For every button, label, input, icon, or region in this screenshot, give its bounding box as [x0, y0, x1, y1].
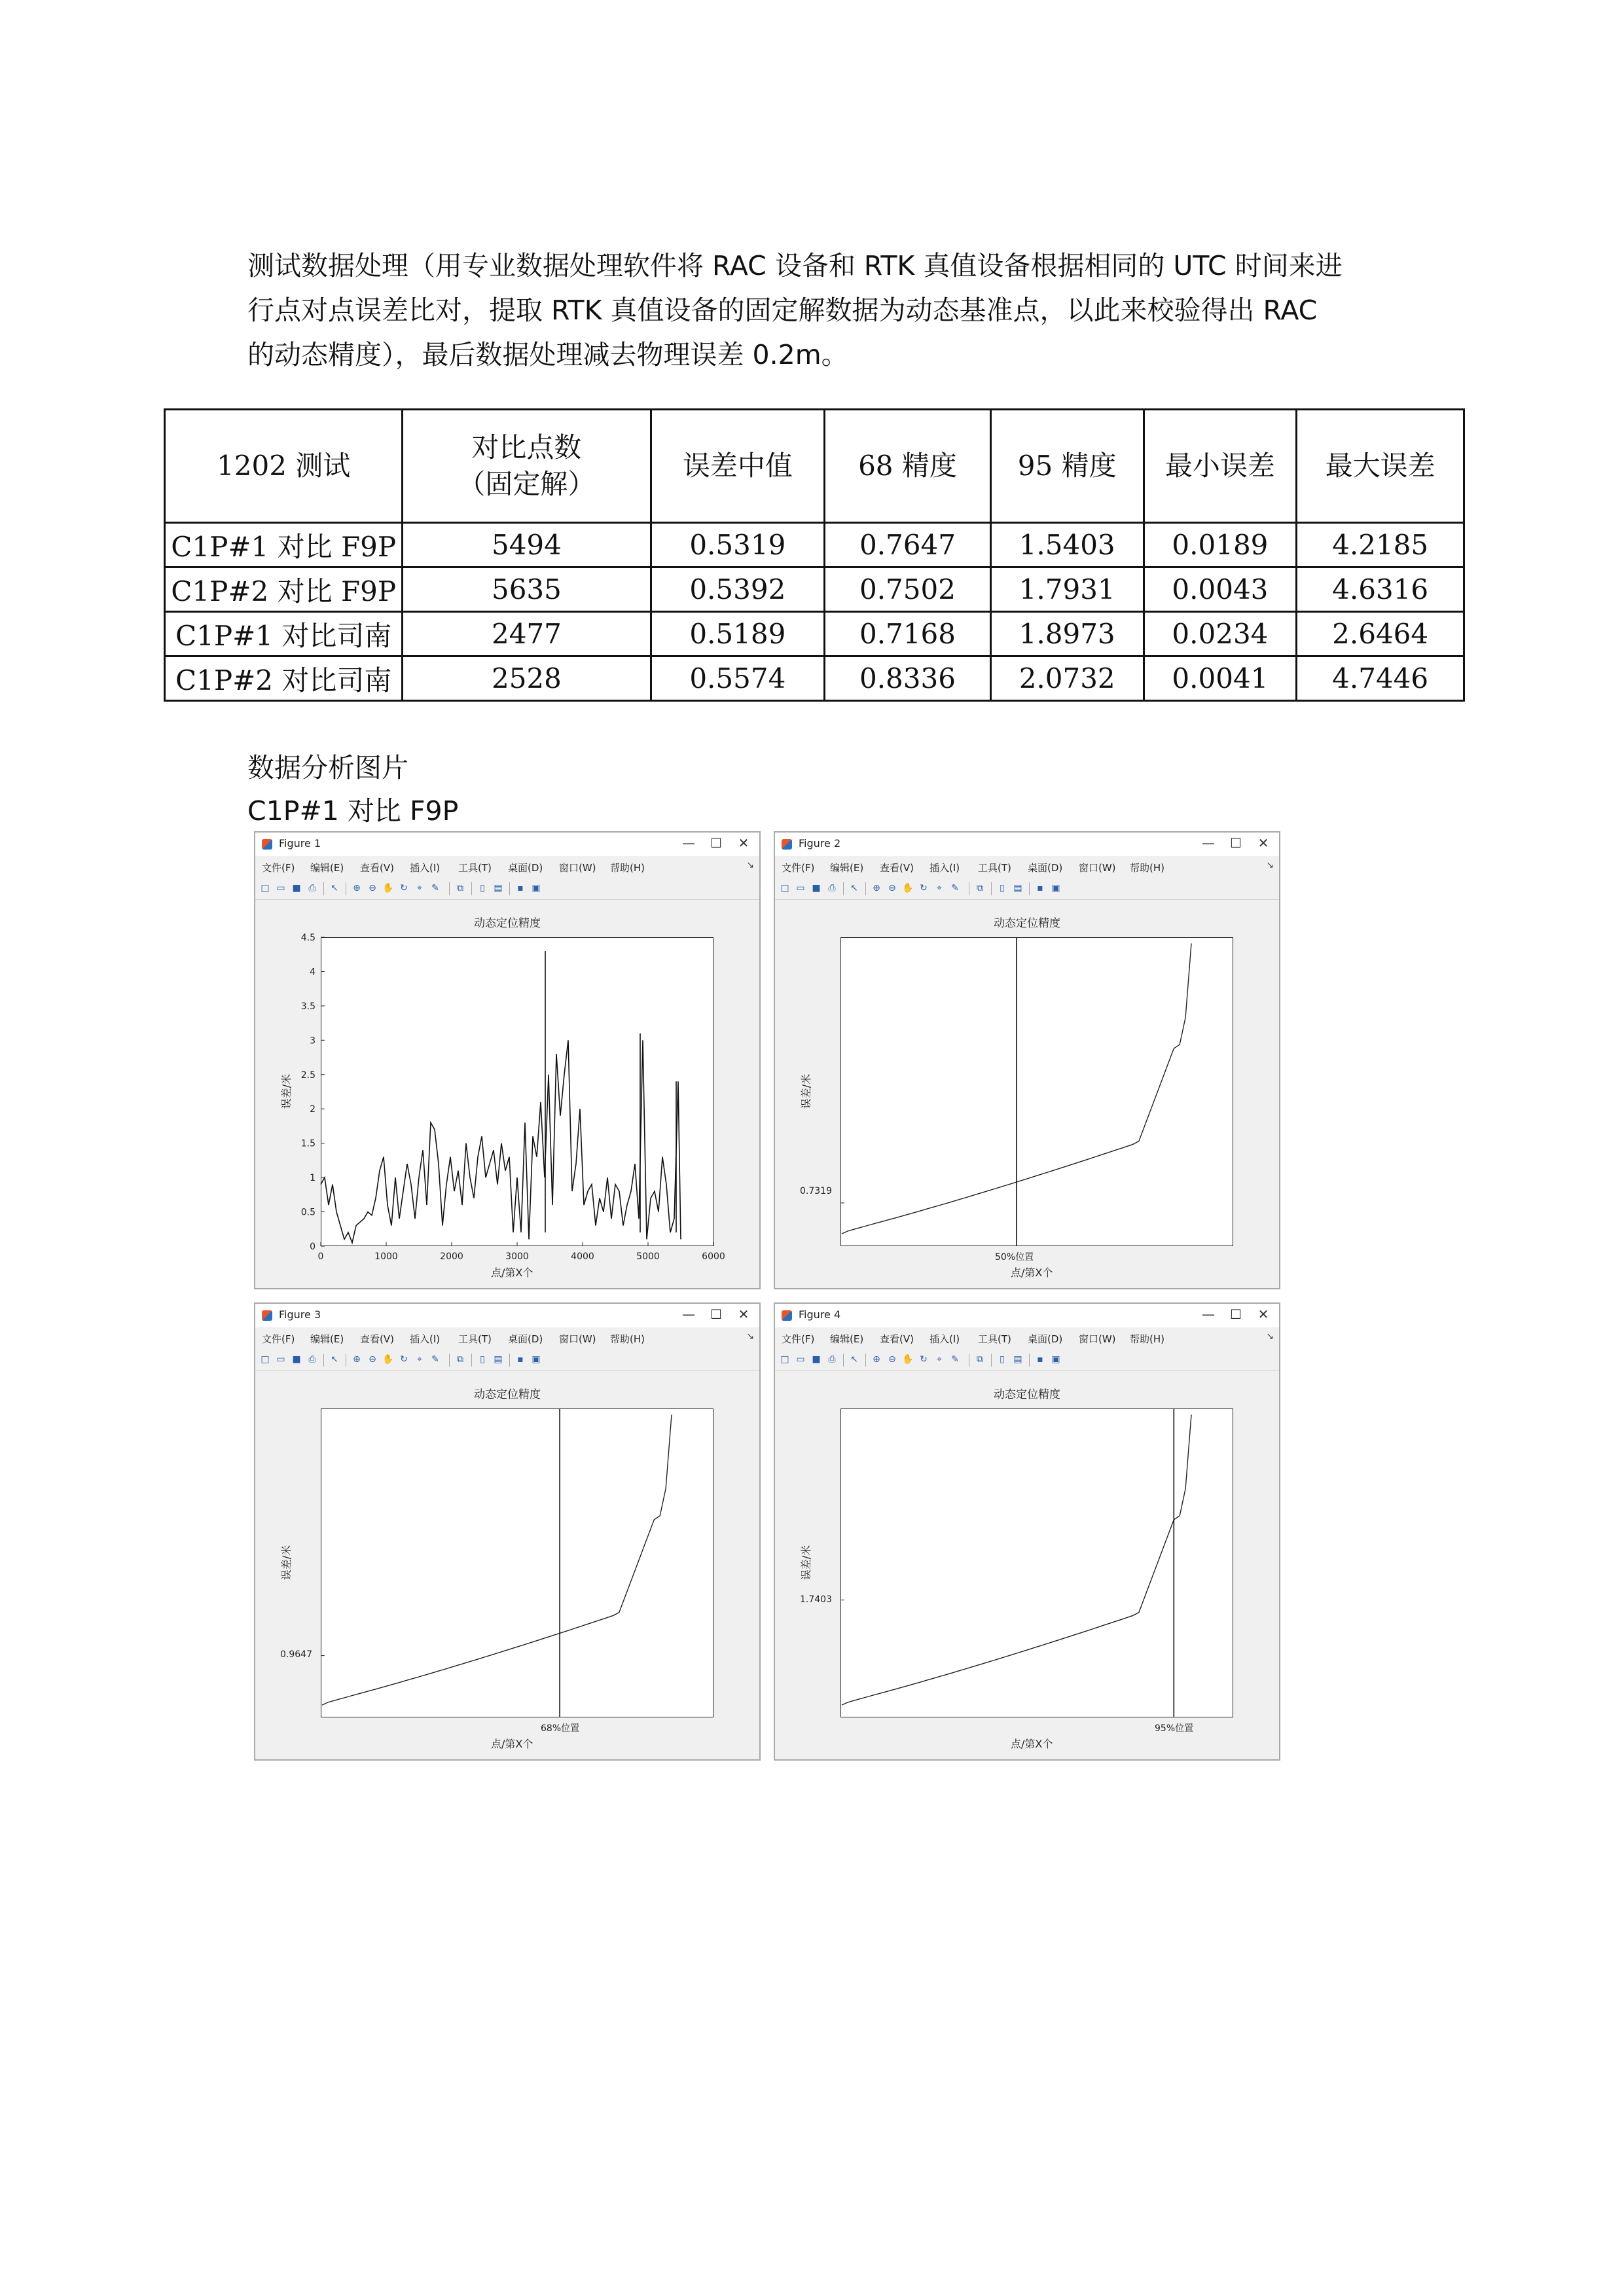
x-tick-label: 5000: [636, 1251, 660, 1262]
brush-icon[interactable]: ✎: [951, 883, 959, 893]
menu-insert[interactable]: 插入(I): [929, 1333, 960, 1345]
header-68: 68 精度: [825, 410, 991, 523]
table-cell: 0.5392: [651, 567, 825, 612]
table-row: [165, 523, 1464, 567]
new-figure-icon[interactable]: □: [780, 883, 789, 893]
header-median: 误差中值: [651, 410, 825, 523]
y-mark-label: 1.7403: [800, 1594, 832, 1605]
open-file-icon[interactable]: ▭: [276, 883, 285, 893]
dock-arrow-icon[interactable]: ↘: [1266, 860, 1274, 870]
y-tick-label: 0.5: [300, 1207, 316, 1218]
table-cell: 0.5319: [651, 523, 825, 567]
data-cursor-icon[interactable]: ⌖: [937, 1354, 942, 1365]
table-cell: 4.2185: [1297, 523, 1464, 567]
brush-icon[interactable]: ✎: [431, 883, 439, 893]
menu-window[interactable]: 窗口(W): [559, 1333, 596, 1345]
y-tick-label: 2.5: [300, 1069, 316, 1081]
x-tick-label: 4000: [571, 1251, 594, 1262]
y-tick-label: 4.5: [300, 933, 316, 943]
menu-help[interactable]: 帮助(H): [1130, 1333, 1164, 1345]
table-cell: 0.0041: [1144, 656, 1297, 701]
zoom-in-icon[interactable]: ⊕: [353, 1354, 361, 1365]
rotate-3d-icon[interactable]: ↻: [920, 883, 928, 893]
y-mark-label: 0.7319: [800, 1186, 832, 1196]
print-icon[interactable]: ⎙: [308, 883, 316, 893]
plot-title: 动态定位精度: [994, 1388, 1060, 1401]
x-mark-label: 68%位置: [541, 1723, 580, 1734]
y-axis-label: 误差/米: [280, 1545, 293, 1581]
table-cell: 1.7931: [990, 567, 1144, 612]
menu-edit[interactable]: 编辑(E): [310, 862, 344, 874]
legend-icon[interactable]: ▤: [1013, 883, 1022, 893]
pan-icon[interactable]: ✋: [382, 1354, 394, 1365]
table-row: [165, 612, 1464, 656]
data-cursor-icon[interactable]: ⌖: [417, 1354, 422, 1365]
zoom-out-icon[interactable]: ⊖: [369, 1354, 376, 1365]
edit-plot-icon[interactable]: ↖: [850, 1354, 858, 1365]
y-tick-label: 2: [310, 1104, 316, 1115]
intro-line-3: 的动态精度），最后数据处理减去物理误差 0.2m。: [247, 339, 848, 370]
minimize-button[interactable]: —: [1202, 835, 1215, 851]
table-cell: 0.0043: [1144, 567, 1297, 612]
maximize-button[interactable]: ☐: [710, 1306, 722, 1322]
print-icon[interactable]: ⎙: [828, 883, 836, 893]
save-icon[interactable]: ■: [292, 1354, 301, 1365]
brush-icon[interactable]: ✎: [431, 1354, 439, 1365]
menu-tools[interactable]: 工具(T): [458, 862, 492, 874]
table-cell: 2.6464: [1297, 612, 1464, 656]
window-title: Figure 3: [279, 1308, 321, 1321]
sorted-error-curve: [255, 1304, 762, 1762]
print-icon[interactable]: ⎙: [828, 1354, 836, 1365]
maximize-button[interactable]: ☐: [1230, 1306, 1242, 1322]
table-header-row: [165, 410, 1464, 523]
rotate-3d-icon[interactable]: ↻: [400, 883, 408, 893]
x-tick-label: 6000: [702, 1251, 725, 1262]
hide-plot-tools-icon[interactable]: ▪: [1037, 1354, 1043, 1365]
link-plot-icon[interactable]: ⧉: [457, 883, 463, 893]
header-points: [403, 410, 651, 523]
x-axis-label: 点/第X个: [491, 1738, 533, 1750]
show-plot-tools-icon[interactable]: ▣: [1051, 1354, 1060, 1365]
legend-icon[interactable]: ▤: [1013, 1354, 1022, 1365]
table-row: [165, 567, 1464, 612]
y-tick-label: 3.5: [300, 1001, 316, 1012]
x-axis-label: 点/第X个: [1011, 1266, 1053, 1279]
table-cell: 0.7168: [825, 612, 991, 656]
menu-desktop[interactable]: 桌面(D): [508, 1333, 543, 1345]
menu-file[interactable]: 文件(F): [782, 862, 815, 874]
subsection-label: C1P#1 对比 F9P: [247, 795, 459, 827]
table-cell: 1.5403: [990, 523, 1144, 567]
dock-arrow-icon[interactable]: ↘: [746, 860, 754, 870]
save-icon[interactable]: ■: [292, 883, 301, 893]
x-tick-label: 1000: [374, 1251, 398, 1262]
edit-plot-icon[interactable]: ↖: [331, 883, 338, 893]
colorbar-icon[interactable]: ▯: [480, 1354, 485, 1365]
zoom-in-icon[interactable]: ⊕: [873, 883, 880, 893]
intro-line-2: 行点对点误差比对，提取 RTK 真值设备的固定解数据为动态基准点，以此来校验得出 RAC: [247, 295, 1318, 326]
legend-icon[interactable]: ▤: [494, 883, 503, 893]
menu-desktop[interactable]: 桌面(D): [1028, 1333, 1063, 1345]
minimize-button[interactable]: —: [682, 1306, 695, 1322]
x-tick-label: 2000: [440, 1251, 463, 1262]
colorbar-icon[interactable]: ▯: [480, 883, 485, 893]
table-row: [165, 656, 1464, 701]
header-max: 最大误差: [1297, 410, 1464, 523]
y-mark-label: 0.9647: [280, 1649, 312, 1660]
zoom-out-icon[interactable]: ⊖: [369, 883, 376, 893]
y-tick-label: 3: [310, 1035, 316, 1047]
menu-edit[interactable]: 编辑(E): [830, 1333, 864, 1345]
section-label: 数据分析图片: [247, 752, 408, 783]
y-tick-label: 1.5: [300, 1138, 316, 1149]
table-cell: 5635: [403, 567, 651, 612]
header-95: 95 精度: [990, 410, 1144, 523]
menu-file[interactable]: 文件(F): [262, 862, 295, 874]
edit-plot-icon[interactable]: ↖: [331, 1354, 338, 1365]
close-button[interactable]: ✕: [1257, 1306, 1269, 1322]
x-tick-label: 3000: [505, 1251, 529, 1262]
table-cell: 4.7446: [1297, 656, 1464, 701]
line-chart: [255, 833, 762, 1291]
results-table: [164, 408, 1465, 702]
table-cell: 0.0234: [1144, 612, 1297, 656]
pan-icon[interactable]: ✋: [902, 883, 914, 893]
menu-insert[interactable]: 插入(I): [929, 862, 960, 874]
sorted-error-curve: [775, 833, 1282, 1291]
maximize-button[interactable]: ☐: [1230, 835, 1242, 851]
x-axis-label: 点/第X个: [491, 1266, 533, 1279]
table-cell: 1.8973: [990, 612, 1144, 656]
intro-line-1: 测试数据处理（用专业数据处理软件将 RAC 设备和 RTK 真值设备根据相同的 UTC 时间来进: [247, 250, 1343, 281]
menu-tools[interactable]: 工具(T): [458, 1333, 492, 1345]
x-axis-label: 点/第X个: [1011, 1738, 1053, 1750]
show-plot-tools-icon[interactable]: ▣: [532, 883, 541, 893]
zoom-out-icon[interactable]: ⊖: [888, 1354, 896, 1365]
menu-insert[interactable]: 插入(I): [410, 862, 441, 874]
menu-window[interactable]: 窗口(W): [559, 862, 596, 874]
menu-file[interactable]: 文件(F): [262, 1333, 295, 1345]
open-file-icon[interactable]: ▭: [796, 1354, 805, 1365]
table-cell: 0.5189: [651, 612, 825, 656]
maximize-button[interactable]: ☐: [710, 835, 722, 851]
show-plot-tools-icon[interactable]: ▣: [532, 1354, 541, 1365]
y-axis-label: 误差/米: [280, 1073, 293, 1109]
sorted-curve: [322, 1414, 672, 1705]
table-cell: C1P#1 对比 F9P: [165, 523, 403, 567]
zoom-in-icon[interactable]: ⊕: [873, 1354, 880, 1365]
header-points-line1: 对比点数: [471, 431, 582, 463]
menu-desktop[interactable]: 桌面(D): [508, 862, 543, 874]
window-title: Figure 2: [799, 837, 841, 850]
menu-view[interactable]: 查看(V): [880, 862, 914, 874]
series-line: [321, 1040, 681, 1243]
zoom-out-icon[interactable]: ⊖: [888, 883, 896, 893]
rotate-3d-icon[interactable]: ↻: [400, 1354, 408, 1365]
dock-arrow-icon[interactable]: ↘: [746, 1331, 754, 1342]
open-file-icon[interactable]: ▭: [796, 883, 805, 893]
colorbar-icon[interactable]: ▯: [1000, 1354, 1005, 1365]
figure-window-3: [254, 1302, 761, 1761]
link-plot-icon[interactable]: ⧉: [977, 883, 983, 893]
table-cell: 2477: [403, 612, 651, 656]
y-tick-label: 1: [310, 1173, 316, 1184]
menu-edit[interactable]: 编辑(E): [830, 862, 864, 874]
rotate-3d-icon[interactable]: ↻: [920, 1354, 928, 1365]
table-cell: 0.7502: [825, 567, 991, 612]
table-cell: C1P#2 对比 F9P: [165, 567, 403, 612]
menu-view[interactable]: 查看(V): [360, 862, 394, 874]
hide-plot-tools-icon[interactable]: ▪: [1037, 883, 1043, 893]
menu-edit[interactable]: 编辑(E): [310, 1333, 344, 1345]
edit-plot-icon[interactable]: ↖: [850, 883, 858, 893]
close-button[interactable]: ✕: [738, 1306, 749, 1322]
colorbar-icon[interactable]: ▯: [1000, 883, 1005, 893]
hide-plot-tools-icon[interactable]: ▪: [517, 883, 524, 893]
table-cell: 2528: [403, 656, 651, 701]
link-plot-icon[interactable]: ⧉: [457, 1354, 463, 1365]
close-button[interactable]: ✕: [738, 835, 749, 851]
pan-icon[interactable]: ✋: [902, 1354, 914, 1365]
save-icon[interactable]: ■: [812, 1354, 821, 1365]
header-points-line2: （固定解）: [458, 468, 596, 500]
header-test: 1202 测试: [165, 410, 403, 523]
close-button[interactable]: ✕: [1257, 835, 1269, 851]
legend-icon[interactable]: ▤: [494, 1354, 503, 1365]
save-icon[interactable]: ■: [812, 883, 821, 893]
menu-file[interactable]: 文件(F): [782, 1333, 815, 1345]
new-figure-icon[interactable]: □: [261, 1354, 270, 1365]
table-cell: 0.5574: [651, 656, 825, 701]
menu-desktop[interactable]: 桌面(D): [1028, 862, 1063, 874]
plot-title: 动态定位精度: [474, 917, 541, 930]
dock-arrow-icon[interactable]: ↘: [1266, 1331, 1274, 1342]
link-plot-icon[interactable]: ⧉: [977, 1354, 983, 1365]
figure-window-2: [774, 831, 1280, 1289]
table-cell: 0.7647: [825, 523, 991, 567]
brush-icon[interactable]: ✎: [951, 1354, 959, 1365]
sorted-curve: [842, 1414, 1191, 1705]
x-tick-label: 0: [317, 1251, 324, 1262]
table-cell: 0.0189: [1144, 523, 1297, 567]
figure-window-4: [774, 1302, 1280, 1761]
new-figure-icon[interactable]: □: [261, 883, 270, 893]
table-cell: C1P#1 对比司南: [165, 612, 403, 656]
open-file-icon[interactable]: ▭: [276, 1354, 285, 1365]
menu-window[interactable]: 窗口(W): [1079, 1333, 1116, 1345]
hide-plot-tools-icon[interactable]: ▪: [517, 1354, 524, 1365]
plot-title: 动态定位精度: [474, 1388, 541, 1401]
window-title: Figure 4: [799, 1308, 841, 1321]
menu-tools[interactable]: 工具(T): [978, 862, 1011, 874]
y-tick-label: 4: [310, 967, 316, 978]
table-cell: 4.6316: [1297, 567, 1464, 612]
print-icon[interactable]: ⎙: [308, 1354, 316, 1365]
y-tick-label: 0: [310, 1242, 316, 1252]
menu-view[interactable]: 查看(V): [360, 1333, 394, 1345]
show-plot-tools-icon[interactable]: ▣: [1051, 883, 1060, 893]
data-cursor-icon[interactable]: ⌖: [417, 883, 422, 893]
y-axis-label: 误差/米: [800, 1545, 813, 1581]
menu-insert[interactable]: 插入(I): [410, 1333, 441, 1345]
intro-paragraph: [247, 243, 1399, 377]
table-cell: 2.0732: [990, 656, 1144, 701]
plot-title: 动态定位精度: [994, 917, 1060, 930]
menu-help[interactable]: 帮助(H): [1130, 862, 1164, 874]
window-title: Figure 1: [279, 837, 321, 850]
table-cell: 0.8336: [825, 656, 991, 701]
pan-icon[interactable]: ✋: [382, 883, 394, 893]
new-figure-icon[interactable]: □: [780, 1354, 789, 1365]
menu-window[interactable]: 窗口(W): [1079, 862, 1116, 874]
data-cursor-icon[interactable]: ⌖: [937, 883, 942, 893]
menu-tools[interactable]: 工具(T): [978, 1333, 1011, 1345]
minimize-button[interactable]: —: [682, 835, 695, 851]
menu-help[interactable]: 帮助(H): [610, 862, 645, 874]
table-cell: 5494: [403, 523, 651, 567]
minimize-button[interactable]: —: [1202, 1306, 1215, 1322]
header-min: 最小误差: [1144, 410, 1297, 523]
y-axis-label: 误差/米: [800, 1073, 813, 1109]
table-cell: C1P#2 对比司南: [165, 656, 403, 701]
menu-help[interactable]: 帮助(H): [610, 1333, 645, 1345]
figure-window-1: [254, 831, 761, 1289]
sorted-error-curve: [775, 1304, 1282, 1762]
x-mark-label: 50%位置: [995, 1252, 1034, 1263]
zoom-in-icon[interactable]: ⊕: [353, 883, 361, 893]
x-mark-label: 95%位置: [1155, 1723, 1194, 1734]
menu-view[interactable]: 查看(V): [880, 1333, 914, 1345]
